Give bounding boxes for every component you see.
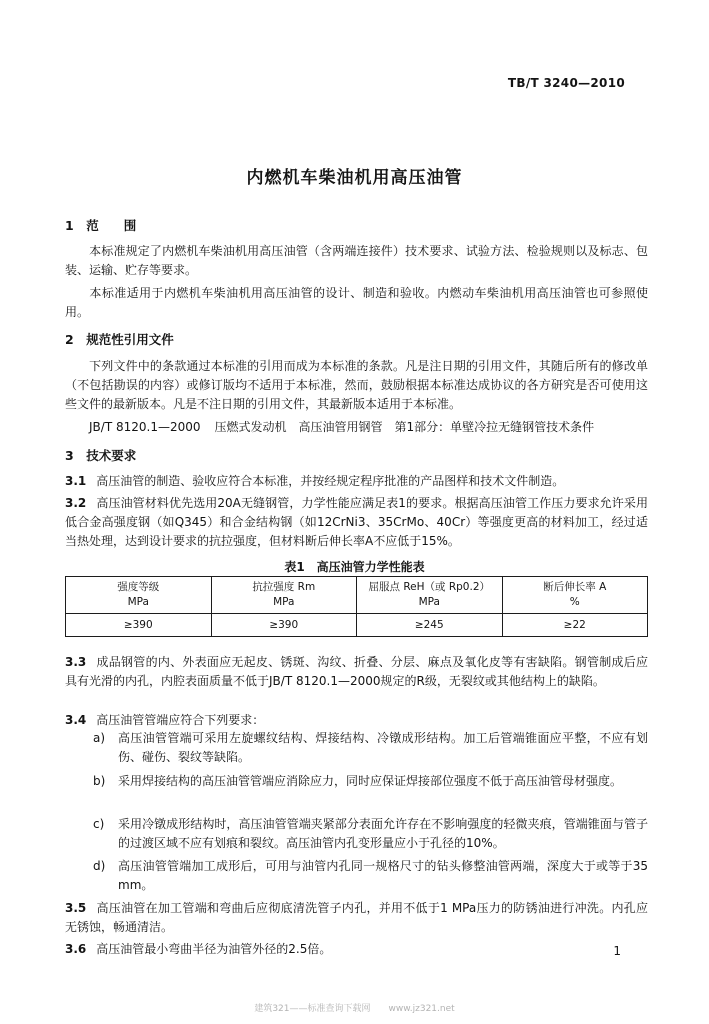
table-cell: ≥390	[66, 614, 212, 637]
clause-3-5: 3.5 高压油管在加工管端和弯曲后应彻底清洗管子内孔，并用不低于1 MPa压力的防锈油进行冲洗。内孔应无锈蚀，畅通清洁。	[65, 901, 648, 934]
normative-reference	[89, 418, 594, 435]
section-2-heading: 2 规范性引用文件	[65, 332, 174, 347]
reference-title: 压燃式发动机 高压油管用钢管 第1部分：单壁冷拉无缝钢管技术条件	[214, 420, 595, 434]
clause-3-4-item-c: c) 采用冷镦成形结构时，高压油管管端夹紧部分表面允许存在不影响强度的轻微夹痕，管端锥面与管子的过渡区域不应有划痕和裂纹。高压油管内孔变形量应小于孔径的10%。	[93, 817, 648, 850]
clause-number: 3.4	[65, 713, 87, 727]
table-cell: ≥245	[357, 614, 503, 637]
site-watermark: 建筑321——标准查询下载网 www.jz321.net	[254, 1004, 455, 1014]
table-header-row	[66, 577, 648, 614]
clause-number: 3.5	[65, 901, 87, 915]
section-2-paragraph-1: 下列文件中的条款通过本标准的引用而成为本标准的条款。凡是注日期的引用文件，其随后所有的修改单（不包括勘误的内容）或修订版均不适用于本标准，然而，鼓励根据本标准达成协议的各方研究是否可使用这些文件的最新版本。凡是不注日期的引用文件，其最新版本适用于本标准。	[65, 359, 648, 411]
section-1-paragraph-2: 本标准适用于内燃机车柴油机用高压油管的设计、制造和验收。内燃动车柴油机用高压油管也可参照使用。	[65, 286, 648, 319]
column-header: 抗拉强度 Rm MPa	[211, 577, 357, 614]
clause-3-1: 3.1 高压油管的制造、验收应符合本标准，并按经规定程序批准的产品图样和技术文件制造。	[65, 474, 565, 488]
section-3-heading: 3 技术要求	[65, 448, 137, 463]
standard-number: TB/T 3240—2010	[507, 76, 625, 90]
clause-number: 3.2	[65, 496, 87, 510]
item-label: a)	[93, 731, 106, 745]
clause-number: 3.6	[65, 942, 87, 956]
item-label: d)	[93, 859, 106, 873]
page-number: 1	[613, 944, 621, 958]
table-cell: ≥22	[502, 614, 648, 637]
clause-number: 3.1	[65, 474, 87, 488]
document-title: 内燃机车柴油机用高压油管	[246, 168, 463, 188]
reference-code: JB/T 8120.1—2000	[89, 420, 201, 434]
clause-3-4: 3.4 高压油管管端应符合下列要求：	[65, 713, 265, 727]
column-header: 强度等级 MPa	[66, 577, 212, 614]
clause-3-2: 3.2 高压油管材料优先选用20A无缝钢管，力学性能应满足表1的要求。根据高压油管工作压力要求允许采用低合金高强度钢（如Q345）和合金结构钢（如12CrNi3、35CrMo、40Cr）等强度更高的材料加工，经过适当热处理，达到设计要求的抗拉强度，但材料断后伸长率A不应低于15%。	[65, 496, 648, 548]
table-cell: ≥390	[211, 614, 357, 637]
table-row	[66, 614, 648, 637]
clause-3-3: 3.3 成品钢管的内、外表面应无起皮、锈斑、沟纹、折叠、分层、麻点及氧化皮等有害缺陷。钢管制成后应具有光滑的内孔，内腔表面质量不低于JB/T 8120.1—2000规定的R级，无裂纹或其他结构上的缺陷。	[65, 655, 648, 688]
column-header: 屈服点 ReH（或 Rp0.2） MPa	[357, 577, 503, 614]
section-1-heading: 1 范 围	[65, 218, 137, 233]
table-1-caption: 表1 高压油管力学性能表	[284, 560, 425, 574]
clause-3-4-item-b: b) 采用焊接结构的高压油管管端应消除应力，同时应保证焊接部位强度不低于高压油管母材强度。	[93, 772, 648, 791]
clause-3-4-item-a: a) 高压油管管端可采用左旋螺纹结构、焊接结构、冷镦成形结构。加工后管端锥面应平整，不应有划伤、碰伤、裂纹等缺陷。	[93, 731, 648, 764]
mechanical-properties-table	[65, 576, 648, 637]
clause-3-4-item-d: d) 高压油管管端加工成形后，可用与油管内孔同一规格尺寸的钻头修整油管两端，深度大于或等于35 mm。	[93, 859, 648, 892]
item-label: c)	[93, 817, 105, 831]
clause-number: 3.3	[65, 655, 87, 669]
clause-3-6: 3.6 高压油管最小弯曲半径为油管外径的2.5倍。	[65, 942, 332, 956]
item-label: b)	[93, 774, 106, 788]
column-header: 断后伸长率 A %	[502, 577, 648, 614]
section-1-paragraph-1: 本标准规定了内燃机车柴油机用高压油管（含两端连接件）技术要求、试验方法、检验规则以及标志、包装、运输、贮存等要求。	[65, 244, 648, 277]
